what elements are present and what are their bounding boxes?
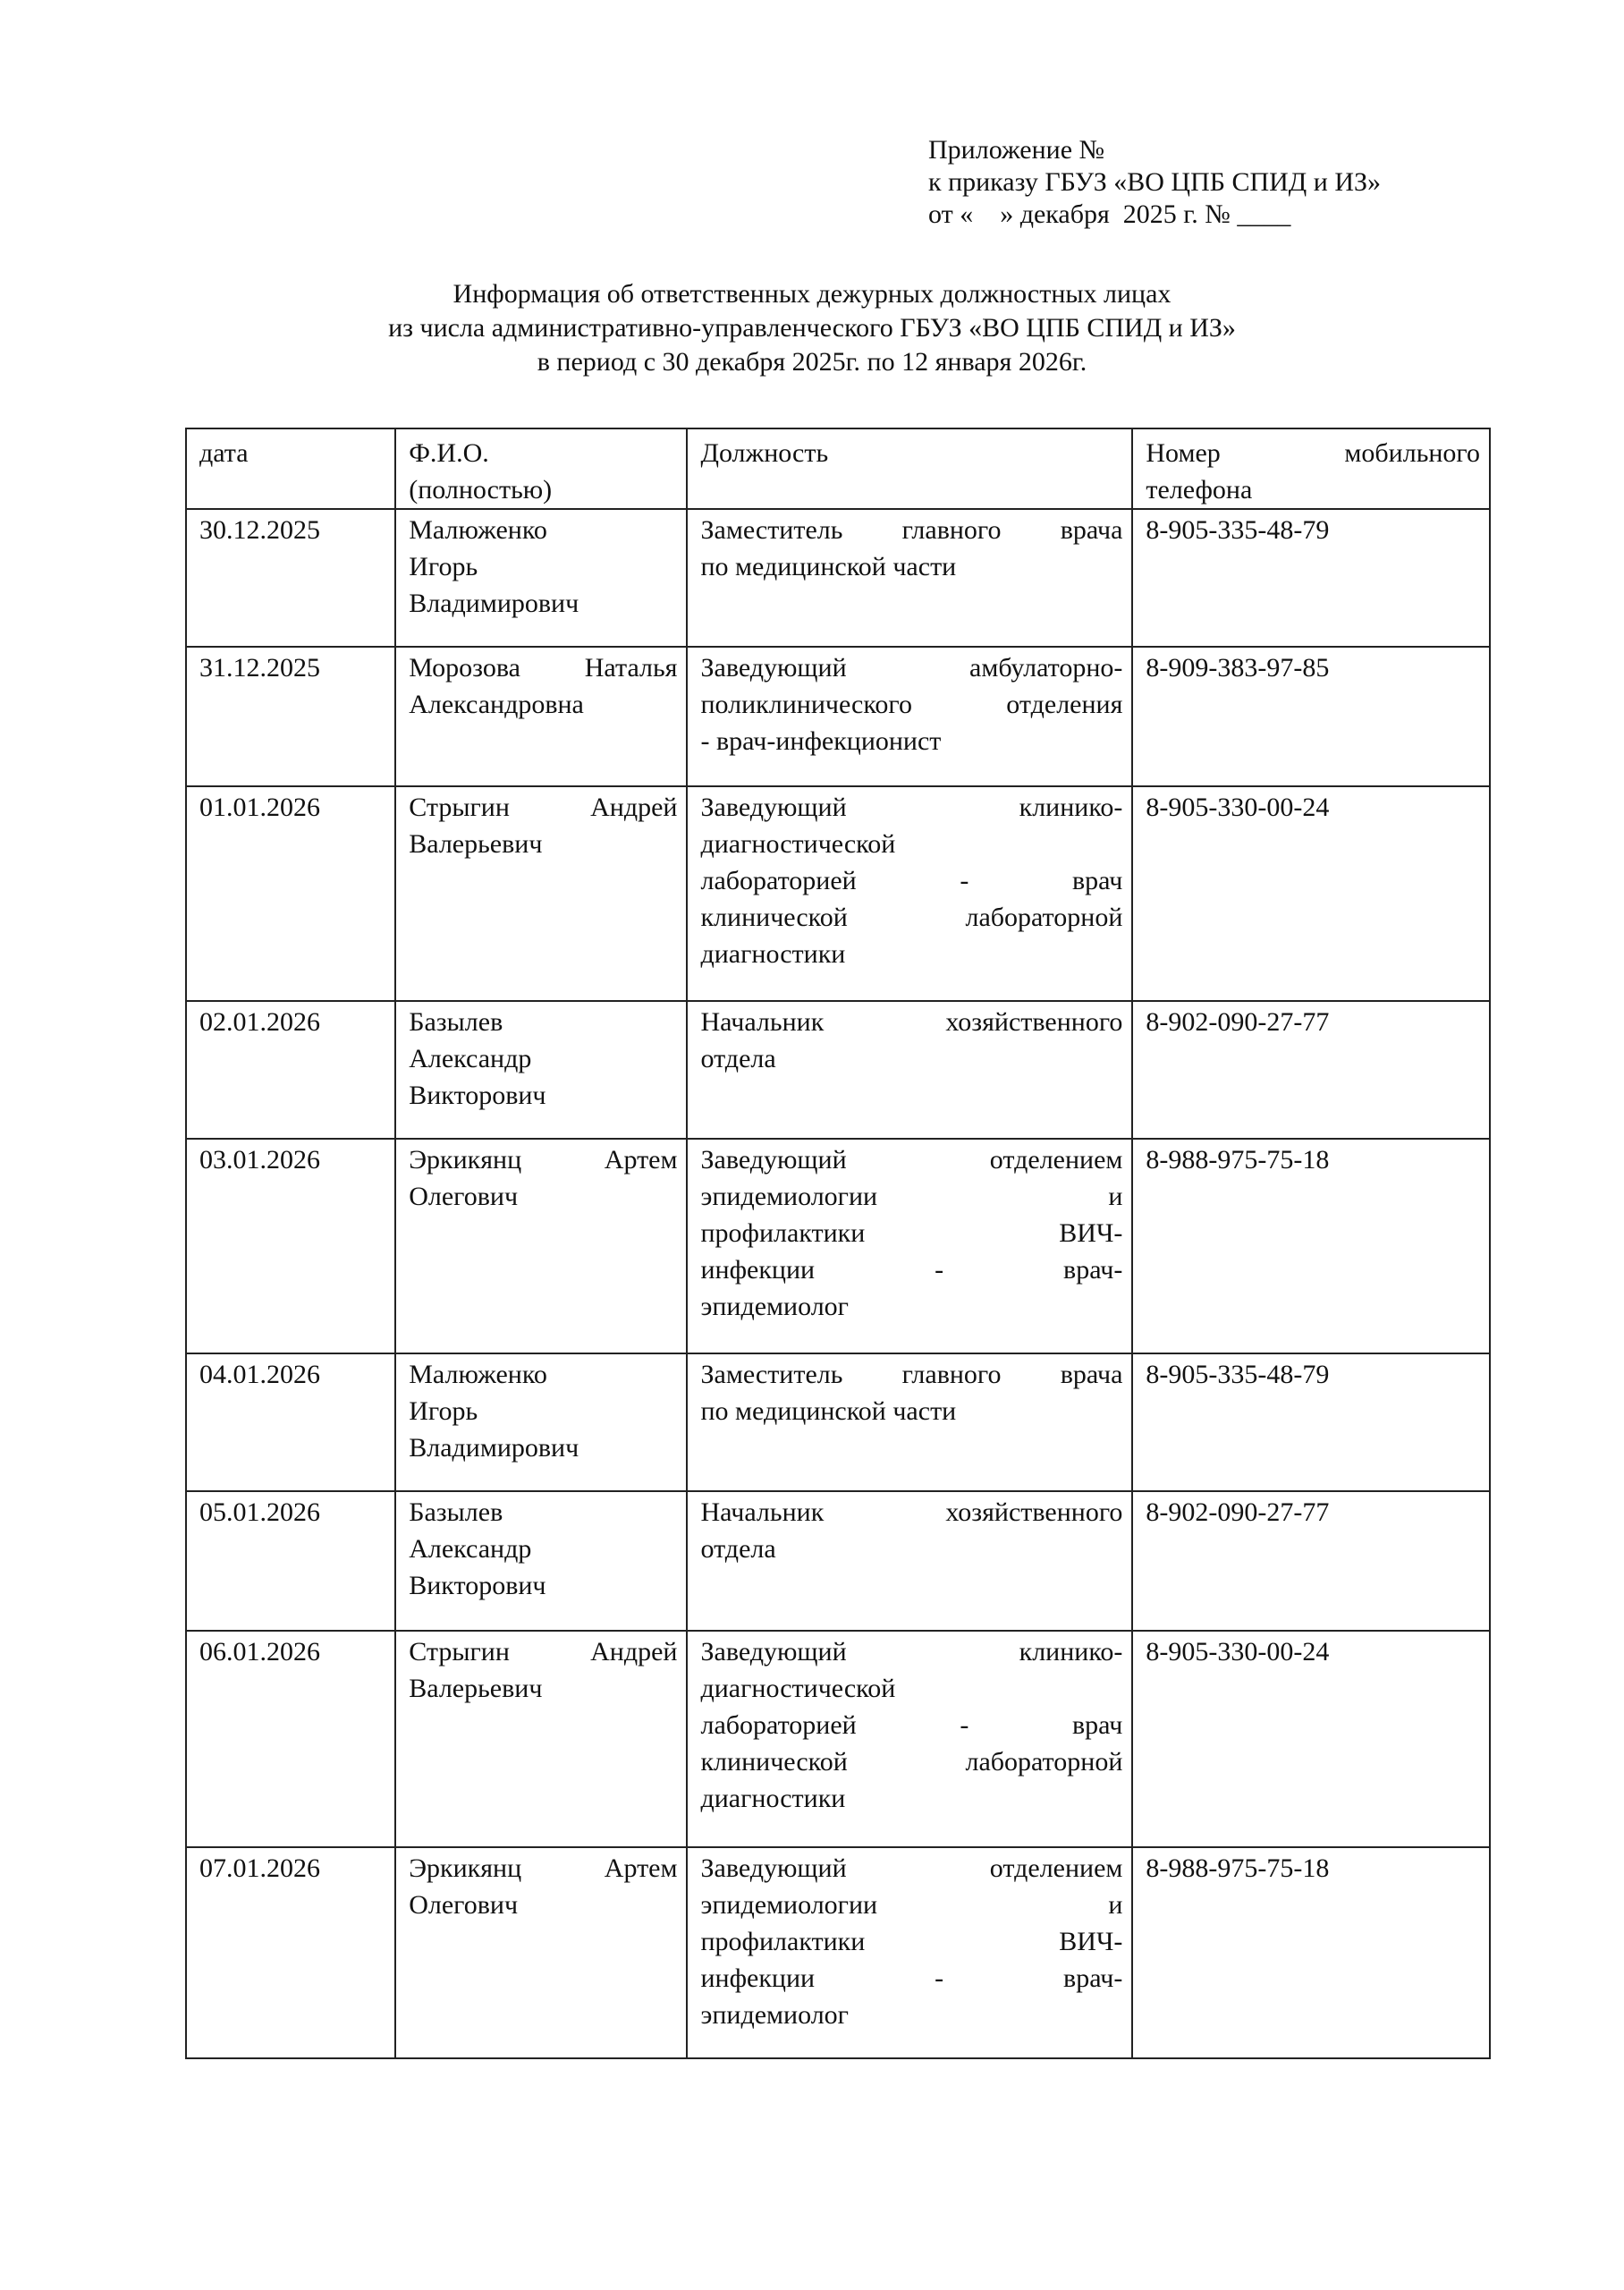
- name-line: [409, 1633, 677, 1670]
- position-line: эпидемиолог: [700, 1292, 849, 1321]
- cell-phone: 8-905-335-48-79: [1132, 1353, 1490, 1491]
- position-word: и: [1108, 1182, 1123, 1211]
- position-word: Начальник: [700, 1497, 825, 1527]
- position-word: лабораторной: [965, 903, 1123, 932]
- table-row: [186, 1631, 1490, 1847]
- annex-header: [928, 134, 1381, 231]
- cell-phone: 8-988-975-75-18: [1132, 1139, 1490, 1353]
- table-row: [186, 1001, 1490, 1139]
- name-line: [409, 789, 677, 826]
- cell-position: [687, 786, 1132, 1001]
- cell-name: [395, 1491, 687, 1631]
- header-phone-line-1: [1146, 435, 1480, 471]
- cell-name: [395, 1631, 687, 1847]
- duty-table: [185, 428, 1491, 2059]
- title-line-3: в период с 30 декабря 2025г. по 12 января 2026г.: [537, 347, 1087, 377]
- position-word: Заместитель: [700, 515, 843, 545]
- cell-phone: 8-905-330-00-24: [1132, 1631, 1490, 1847]
- name-word: Морозова: [409, 653, 520, 683]
- position-word: Заведующий: [700, 1853, 847, 1883]
- position-word: врач: [1072, 866, 1123, 895]
- name-line: Олегович: [409, 1890, 519, 1920]
- position-word: врач-: [1063, 1255, 1123, 1285]
- position-word: -: [935, 1963, 944, 1993]
- position-word: эпидемиологии: [700, 1182, 878, 1211]
- title-line-2: из числа административно-управленческого ГБУЗ «ВО ЦПБ СПИД и ИЗ»: [388, 313, 1236, 343]
- cell-position: [687, 1847, 1132, 2058]
- position-word: -: [960, 1710, 969, 1740]
- name-line: Александровна: [409, 690, 584, 719]
- cell-position: [687, 1631, 1132, 1847]
- position-line: диагностики: [700, 1784, 846, 1813]
- table-row: [186, 1353, 1490, 1491]
- cell-name: [395, 1353, 687, 1491]
- name-line: Игорь: [409, 1396, 478, 1426]
- position-line: [700, 789, 1122, 826]
- position-word: -: [935, 1255, 944, 1285]
- table-row: [186, 1139, 1490, 1353]
- name-line: Валерьевич: [409, 829, 543, 859]
- position-word: отделением: [989, 1853, 1123, 1883]
- cell-date: 02.01.2026: [186, 1001, 395, 1139]
- name-line: Базылев: [409, 1007, 503, 1037]
- name-line: Викторович: [409, 1571, 546, 1600]
- header-date: [186, 428, 395, 509]
- position-word: и: [1108, 1890, 1123, 1920]
- position-line: [700, 1004, 1122, 1040]
- name-line: Игорь: [409, 552, 478, 581]
- position-line: по медицинской части: [700, 1396, 957, 1426]
- name-line: Владимирович: [409, 1433, 579, 1463]
- header-phone-word-1: Номер: [1146, 438, 1221, 468]
- name-line: [409, 1850, 677, 1887]
- cell-name: [395, 1001, 687, 1139]
- name-word: Наталья: [584, 653, 678, 683]
- header-fio: [395, 428, 687, 509]
- cell-name: [395, 509, 687, 647]
- position-line: [700, 899, 1122, 936]
- position-word: амбулаторно-: [969, 653, 1123, 683]
- table-row: [186, 647, 1490, 786]
- cell-position: [687, 1001, 1132, 1139]
- position-word: отделения: [1006, 690, 1123, 719]
- cell-date: 30.12.2025: [186, 509, 395, 647]
- header-phone-word-2: мобильного: [1344, 438, 1480, 468]
- position-word: клинико-: [1019, 1637, 1123, 1667]
- position-line: по медицинской части: [700, 552, 957, 581]
- name-line: Александр: [409, 1044, 532, 1073]
- position-word: эпидемиологии: [700, 1890, 878, 1920]
- cell-position: [687, 1491, 1132, 1631]
- table-row: [186, 1847, 1490, 2058]
- position-line: [700, 1633, 1122, 1670]
- cell-date: 31.12.2025: [186, 647, 395, 786]
- position-line: [700, 1356, 1122, 1393]
- position-word: врач: [1072, 1710, 1123, 1740]
- cell-name: [395, 1847, 687, 2058]
- name-word: Артем: [604, 1853, 678, 1883]
- cell-phone: 8-902-090-27-77: [1132, 1491, 1490, 1631]
- header-position: [687, 428, 1132, 509]
- position-line: [700, 1215, 1122, 1251]
- position-line: [700, 1494, 1122, 1531]
- position-line: [700, 1850, 1122, 1887]
- header-fio-line-2: (полностью): [409, 475, 553, 505]
- cell-phone: 8-988-975-75-18: [1132, 1847, 1490, 2058]
- name-word: Артем: [604, 1145, 678, 1175]
- header-phone-line-2: телефона: [1146, 475, 1253, 505]
- header-fio-line-1: Ф.И.О.: [409, 438, 489, 468]
- position-word: врач-: [1063, 1963, 1123, 1993]
- cell-position: [687, 509, 1132, 647]
- position-line: - врач-инфекционист: [700, 726, 942, 756]
- position-line: диагностической: [700, 1674, 896, 1703]
- position-word: отделением: [989, 1145, 1123, 1175]
- cell-position: [687, 1353, 1132, 1491]
- position-word: Начальник: [700, 1007, 825, 1037]
- cell-name: [395, 786, 687, 1001]
- title-line-1: Информация об ответственных дежурных должностных лицах: [453, 279, 1171, 309]
- position-line: отдела: [700, 1534, 776, 1564]
- position-word: клинической: [700, 903, 848, 932]
- cell-date: 03.01.2026: [186, 1139, 395, 1353]
- position-word: лабораторией: [700, 1710, 857, 1740]
- document-title: [0, 277, 1624, 379]
- position-line: [700, 1743, 1122, 1780]
- annex-number: Приложение №: [928, 135, 1105, 165]
- position-line: [700, 1887, 1122, 1923]
- name-line: Валерьевич: [409, 1674, 543, 1703]
- position-word: профилактики: [700, 1218, 866, 1248]
- cell-date: 05.01.2026: [186, 1491, 395, 1631]
- cell-position: [687, 1139, 1132, 1353]
- name-line: Олегович: [409, 1182, 519, 1211]
- position-word: Заведующий: [700, 1637, 847, 1667]
- header-phone: [1132, 428, 1490, 509]
- position-word: главного: [901, 515, 1002, 545]
- name-line: Викторович: [409, 1081, 546, 1110]
- name-word: Эркикянц: [409, 1145, 522, 1175]
- cell-date: 06.01.2026: [186, 1631, 395, 1847]
- cell-phone: 8-905-330-00-24: [1132, 786, 1490, 1001]
- position-line: [700, 1251, 1122, 1288]
- cell-phone: 8-902-090-27-77: [1132, 1001, 1490, 1139]
- name-line: Малюженко: [409, 1360, 547, 1389]
- header-date-label: дата: [199, 438, 249, 468]
- position-line: [700, 1960, 1122, 1997]
- position-word: хозяйственного: [945, 1497, 1123, 1527]
- position-word: ВИЧ-: [1059, 1927, 1123, 1956]
- name-line: Малюженко: [409, 515, 547, 545]
- position-line: [700, 1178, 1122, 1215]
- table-row: [186, 1491, 1490, 1631]
- table-header-row: [186, 428, 1490, 509]
- name-line: Базылев: [409, 1497, 503, 1527]
- cell-name: [395, 1139, 687, 1353]
- cell-date: 01.01.2026: [186, 786, 395, 1001]
- position-line: [700, 1707, 1122, 1743]
- annex-order-date: от « » декабря 2025 г. № ____: [928, 199, 1291, 229]
- position-word: профилактики: [700, 1927, 866, 1956]
- name-word: Андрей: [590, 793, 678, 822]
- name-word: Эркикянц: [409, 1853, 522, 1883]
- cell-date: 04.01.2026: [186, 1353, 395, 1491]
- position-word: врача: [1060, 515, 1123, 545]
- position-line: [700, 686, 1122, 723]
- position-word: Заведующий: [700, 1145, 847, 1175]
- annex-order-ref: к приказу ГБУЗ «ВО ЦПБ СПИД и ИЗ»: [928, 167, 1382, 197]
- position-word: клинической: [700, 1747, 848, 1777]
- name-line: Владимирович: [409, 589, 579, 618]
- position-word: Заведующий: [700, 653, 847, 683]
- name-line: [409, 649, 677, 686]
- position-word: врача: [1060, 1360, 1123, 1389]
- position-line: диагностики: [700, 939, 846, 969]
- name-word: Стрыгин: [409, 1637, 510, 1667]
- name-line: Александр: [409, 1534, 532, 1564]
- cell-name: [395, 647, 687, 786]
- header-position-label: Должность: [700, 438, 829, 468]
- table-body: [186, 509, 1490, 2058]
- position-word: Заместитель: [700, 1360, 843, 1389]
- position-word: лабораторной: [965, 1747, 1123, 1777]
- table-row: [186, 509, 1490, 647]
- position-line: отдела: [700, 1044, 776, 1073]
- name-word: Андрей: [590, 1637, 678, 1667]
- position-word: Заведующий: [700, 793, 847, 822]
- position-word: клинико-: [1019, 793, 1123, 822]
- table-row: [186, 786, 1490, 1001]
- cell-date: 07.01.2026: [186, 1847, 395, 2058]
- cell-phone: 8-909-383-97-85: [1132, 647, 1490, 786]
- position-line: [700, 512, 1122, 548]
- position-line: [700, 1141, 1122, 1178]
- position-word: -: [960, 866, 969, 895]
- position-line: эпидемиолог: [700, 2000, 849, 2030]
- name-line: [409, 1141, 677, 1178]
- position-word: инфекции: [700, 1963, 816, 1993]
- position-word: поликлинического: [700, 690, 912, 719]
- position-word: главного: [901, 1360, 1002, 1389]
- name-word: Стрыгин: [409, 793, 510, 822]
- position-word: лабораторией: [700, 866, 857, 895]
- position-line: [700, 862, 1122, 899]
- position-line: [700, 1923, 1122, 1960]
- position-word: хозяйственного: [945, 1007, 1123, 1037]
- position-word: инфекции: [700, 1255, 816, 1285]
- cell-position: [687, 647, 1132, 786]
- cell-phone: 8-905-335-48-79: [1132, 509, 1490, 647]
- position-line: диагностической: [700, 829, 896, 859]
- position-word: ВИЧ-: [1059, 1218, 1123, 1248]
- position-line: [700, 649, 1122, 686]
